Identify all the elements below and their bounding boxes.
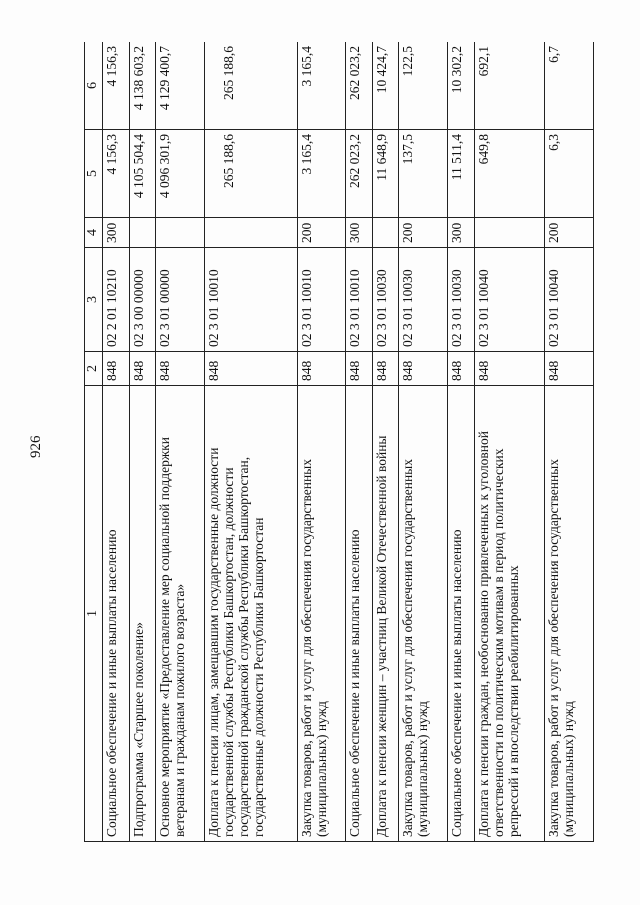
row-amount-year2: 262 023,2 bbox=[346, 42, 373, 130]
row-amount-year2: 4 138 603,2 bbox=[129, 42, 156, 130]
table-row bbox=[346, 42, 373, 842]
row-target-article: 02 3 01 10010 bbox=[297, 248, 346, 352]
table-row bbox=[297, 42, 346, 842]
row-expense-type bbox=[474, 218, 545, 248]
table-row bbox=[204, 42, 297, 842]
row-amount-year2: 3 165,4 bbox=[297, 42, 346, 130]
row-name: Закупка товаров, работ и услуг для обеспечения государственных (муниципальных) нужд bbox=[399, 386, 448, 842]
col-header-1: 1 bbox=[85, 386, 103, 842]
row-name: Закупка товаров, работ и услуг для обеспечения государственных (муниципальных) нужд bbox=[545, 386, 594, 842]
row-name: Социальное обеспечение и иные выплаты населению bbox=[447, 386, 474, 842]
header-row bbox=[85, 42, 103, 842]
row-target-article: 02 3 01 10010 bbox=[346, 248, 373, 352]
row-expense-type bbox=[372, 218, 399, 248]
table-row bbox=[103, 42, 130, 842]
row-name: Доплата к пенсии граждан, необоснованно привлеченных к уголовной ответственности по политическим мотивам в период политических репрессий и впоследствии реабилитированных bbox=[474, 386, 545, 842]
table-row bbox=[129, 42, 156, 842]
row-amount-year2: 6,7 bbox=[545, 42, 594, 130]
col-header-5: 5 bbox=[85, 130, 103, 218]
row-amount-year2: 122,5 bbox=[399, 42, 448, 130]
row-name: Основное мероприятие «Предоставление мер социальной поддержки ветеранам и гражданам пожилого возраста» bbox=[156, 386, 205, 842]
row-target-article: 02 3 01 00000 bbox=[156, 248, 205, 352]
row-target-article: 02 3 01 10040 bbox=[474, 248, 545, 352]
col-header-4: 4 bbox=[85, 218, 103, 248]
row-ministry-code: 848 bbox=[156, 352, 205, 386]
row-amount-year1: 4 156,3 bbox=[103, 130, 130, 218]
col-header-2: 2 bbox=[85, 352, 103, 386]
row-target-article: 02 3 01 10030 bbox=[399, 248, 448, 352]
row-expense-type bbox=[204, 218, 297, 248]
row-expense-type bbox=[129, 218, 156, 248]
row-expense-type: 200 bbox=[297, 218, 346, 248]
row-ministry-code: 848 bbox=[204, 352, 297, 386]
table-row bbox=[372, 42, 399, 842]
row-amount-year1: 137,5 bbox=[399, 130, 448, 218]
row-name: Доплата к пенсии лицам, замещавшим государственные должности государственной службы Республики Башкортостан, должности государственной гражданской службы Республики Башкортостан, государственные должности Республики Башкортостан bbox=[204, 386, 297, 842]
row-amount-year1: 262 023,2 bbox=[346, 130, 373, 218]
row-ministry-code: 848 bbox=[474, 352, 545, 386]
row-expense-type: 300 bbox=[103, 218, 130, 248]
row-expense-type bbox=[156, 218, 205, 248]
table-sheet bbox=[84, 42, 594, 842]
row-ministry-code: 848 bbox=[447, 352, 474, 386]
row-amount-year1: 4 096 301,9 bbox=[156, 130, 205, 218]
row-amount-year2: 692,1 bbox=[474, 42, 545, 130]
row-amount-year1: 11 648,9 bbox=[372, 130, 399, 218]
table-row bbox=[156, 42, 205, 842]
row-ministry-code: 848 bbox=[103, 352, 130, 386]
row-amount-year1: 649,8 bbox=[474, 130, 545, 218]
row-ministry-code: 848 bbox=[346, 352, 373, 386]
row-expense-type: 300 bbox=[346, 218, 373, 248]
row-amount-year1: 3 165,4 bbox=[297, 130, 346, 218]
table-row bbox=[474, 42, 545, 842]
row-name: Доплата к пенсии женщин – участниц Великой Отечественной войны bbox=[372, 386, 399, 842]
row-amount-year1: 6,3 bbox=[545, 130, 594, 218]
row-amount-year2: 10 424,7 bbox=[372, 42, 399, 130]
row-amount-year1: 11 511,4 bbox=[447, 130, 474, 218]
row-amount-year2: 10 302,2 bbox=[447, 42, 474, 130]
row-expense-type: 300 bbox=[447, 218, 474, 248]
page-number: 926 bbox=[28, 435, 44, 458]
row-target-article: 02 3 01 10030 bbox=[447, 248, 474, 352]
row-target-article: 02 3 00 00000 bbox=[129, 248, 156, 352]
table-row bbox=[399, 42, 448, 842]
row-amount-year1: 4 105 504,4 bbox=[129, 130, 156, 218]
col-header-3: 3 bbox=[85, 248, 103, 352]
row-ministry-code: 848 bbox=[372, 352, 399, 386]
row-target-article: 02 3 01 10040 bbox=[545, 248, 594, 352]
row-target-article: 02 3 01 10010 bbox=[204, 248, 297, 352]
row-amount-year2: 265 188,6 bbox=[204, 42, 297, 130]
row-name: Закупка товаров, работ и услуг для обеспечения государственных (муниципальных) нужд bbox=[297, 386, 346, 842]
table-row bbox=[545, 42, 594, 842]
row-amount-year2: 4 129 400,7 bbox=[156, 42, 205, 130]
row-ministry-code: 848 bbox=[545, 352, 594, 386]
row-name: Социальное обеспечение и иные выплаты населению bbox=[346, 386, 373, 842]
table-row bbox=[447, 42, 474, 842]
rotated-table-wrapper bbox=[84, 42, 594, 842]
row-target-article: 02 3 01 10030 bbox=[372, 248, 399, 352]
row-amount-year2: 4 156,3 bbox=[103, 42, 130, 130]
row-name: Подпрограмма «Старшее поколение» bbox=[129, 386, 156, 842]
row-ministry-code: 848 bbox=[129, 352, 156, 386]
row-expense-type: 200 bbox=[399, 218, 448, 248]
row-ministry-code: 848 bbox=[399, 352, 448, 386]
row-ministry-code: 848 bbox=[297, 352, 346, 386]
row-name: Социальное обеспечение и иные выплаты населению bbox=[103, 386, 130, 842]
row-target-article: 02 2 01 10210 bbox=[103, 248, 130, 352]
col-header-6: 6 bbox=[85, 42, 103, 130]
budget-table bbox=[84, 42, 594, 842]
row-expense-type: 200 bbox=[545, 218, 594, 248]
row-amount-year1: 265 188,6 bbox=[204, 130, 297, 218]
